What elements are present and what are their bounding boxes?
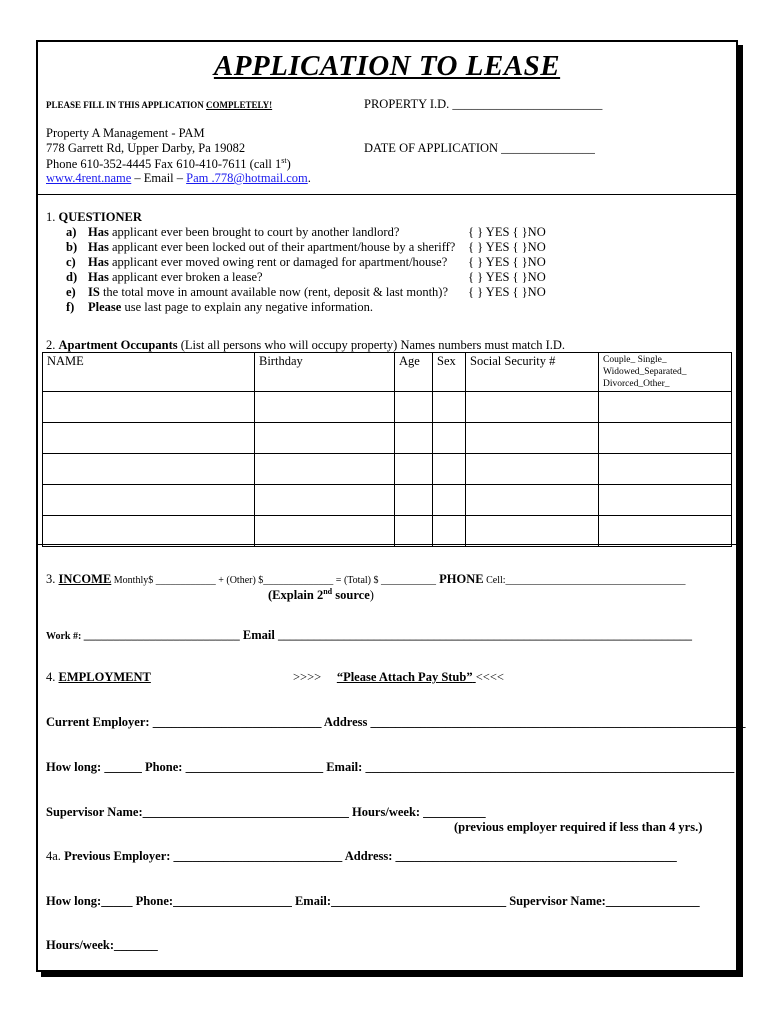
column-ssn: Social Security # [466, 353, 599, 392]
income-label: INCOME [58, 572, 112, 586]
company-address: 778 Garrett Rd, Upper Darby, Pa 19082 [46, 141, 246, 155]
table-row[interactable] [43, 516, 732, 547]
column-age: Age [395, 353, 433, 392]
question-d: d) Has applicant ever broken a lease? [66, 270, 263, 284]
previous-employer-note: (previous employer required if less than 4 yrs.) [454, 820, 703, 834]
income-line[interactable]: 3. INCOME Monthly$ ____________ + (Other) $______________ = (Total) $ ___________ PHONE Cell:____________________________________ [46, 572, 686, 586]
website-link[interactable]: www.4rent.name [46, 171, 132, 185]
yes-checkbox[interactable]: { } [468, 255, 484, 269]
table-row[interactable] [43, 454, 732, 485]
company-contact: www.4rent.name – Email – Pam .778@hotmail.com. [46, 171, 311, 185]
column-birthday: Birthday [255, 353, 395, 392]
how-long-line[interactable]: How long: ______ Phone: ______________________ Email: ___________________________________________________________ [46, 760, 735, 774]
question-e: e) IS the total move in amount available now (rent, deposit & last month)? [66, 285, 449, 299]
yes-no-b[interactable]: { } YES { }NO [468, 240, 546, 254]
occupants-table [42, 352, 732, 547]
previous-how-long-line[interactable]: How long:_____ Phone:___________________ Email:____________________________ Supervisor Name:_______________ [46, 894, 700, 908]
column-status: Couple_ Single_ Widowed_Separated_ Divorced_Other_ [599, 353, 732, 392]
fill-notice: PLEASE FILL IN THIS APPLICATION COMPLETELY! [46, 100, 273, 110]
table-header-row [43, 353, 732, 392]
table-row[interactable] [43, 485, 732, 516]
company-phone: Phone 610-352-4445 Fax 610-410-7611 (call 1st) [46, 156, 291, 172]
no-checkbox[interactable]: { } [512, 285, 528, 299]
no-checkbox[interactable]: { } [512, 255, 528, 269]
previous-employer-line[interactable]: 4a. Previous Employer: ___________________________ Address: _____________________________________________ [46, 849, 677, 863]
phone-label: PHONE [439, 572, 484, 586]
question-a: a) Has applicant ever been brought to court by another landlord? [66, 225, 400, 239]
yes-no-a[interactable]: { } YES { }NO [468, 225, 546, 239]
yes-checkbox[interactable]: { } [468, 240, 484, 254]
hours-week-line[interactable]: Hours/week:_______ [46, 938, 158, 952]
work-email-line[interactable]: Work #: __________________________ Email _____________________________________________________________________ [46, 628, 692, 642]
no-checkbox[interactable]: { } [512, 225, 528, 239]
yes-no-e[interactable]: { } YES { }NO [468, 285, 546, 299]
company-name: Property A Management - PAM [46, 126, 205, 140]
column-name: NAME [43, 353, 255, 392]
pay-stub-notice: >>>> “Please Attach Pay Stub” <<<< [293, 670, 504, 684]
yes-checkbox[interactable]: { } [468, 225, 484, 239]
page-title: APPLICATION TO LEASE [213, 50, 561, 82]
divider [38, 544, 736, 545]
supervisor-line[interactable]: Supervisor Name:_________________________________ Hours/week: __________ [46, 805, 486, 819]
employment-heading: 4. EMPLOYMENT [46, 670, 151, 684]
question-c: c) Has applicant ever moved owing rent or damaged for apartment/house? [66, 255, 448, 269]
explain-second-source: (Explain 2nd source) [268, 587, 374, 603]
application-form [36, 40, 746, 972]
occupants-heading: 2. Apartment Occupants (List all persons who will occupy property) Names numbers must match I.D. [46, 338, 566, 352]
yes-checkbox[interactable]: { } [468, 285, 484, 299]
no-checkbox[interactable]: { } [512, 270, 528, 284]
email-link[interactable]: Pam .778@hotmail.com [186, 171, 308, 185]
yes-checkbox[interactable]: { } [468, 270, 484, 284]
question-b: b) Has applicant ever been locked out of their apartment/house by a sheriff? [66, 240, 456, 254]
table-row[interactable] [43, 423, 732, 454]
fill-notice-emphasis: COMPLETELY! [205, 100, 273, 110]
date-of-application-field[interactable]: DATE OF APPLICATION _______________ [364, 141, 595, 155]
column-sex: Sex [433, 353, 466, 392]
question-f: f) Please use last page to explain any negative information. [66, 300, 373, 314]
yes-no-c[interactable]: { } YES { }NO [468, 255, 546, 269]
yes-no-d[interactable]: { } YES { }NO [468, 270, 546, 284]
table-row[interactable] [43, 392, 732, 423]
no-checkbox[interactable]: { } [512, 240, 528, 254]
current-employer-line[interactable]: Current Employer: ___________________________ Address ____________________________________________________________ [46, 715, 746, 729]
property-id-field[interactable]: PROPERTY I.D. ________________________ [364, 97, 603, 111]
divider [38, 194, 736, 195]
questioner-heading: 1. QUESTIONER [46, 210, 142, 224]
